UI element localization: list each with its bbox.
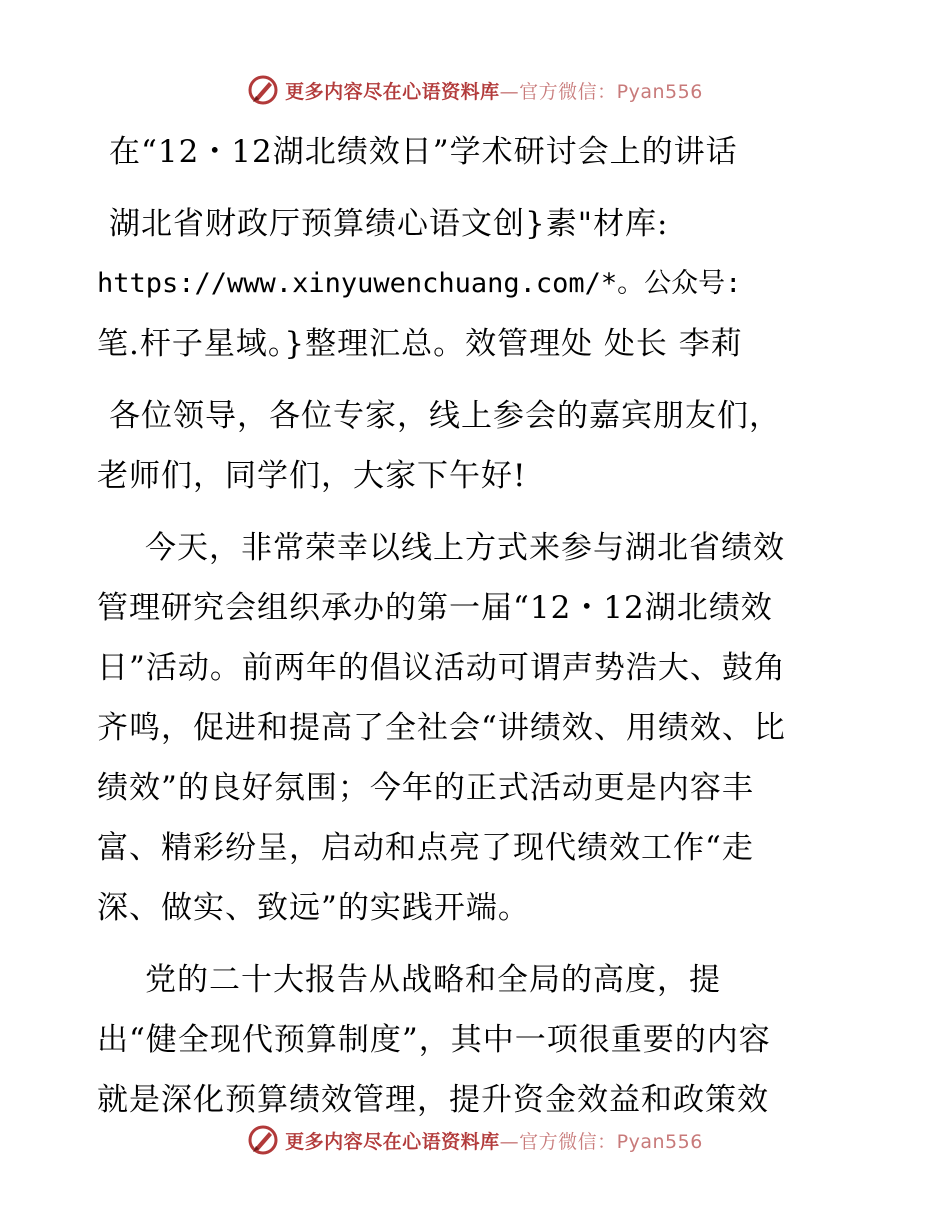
pen-logo-icon [247,1124,279,1156]
paragraph-line: 绩效”的良好氛围；今年的正式活动更是内容丰 [97,770,754,806]
paragraph-line: 深、做实、致远”的实践开端。 [97,890,530,926]
paragraph-line: 各位领导，各位专家，线上参会的嘉宾朋友们， [109,398,781,434]
paragraph-line: 就是深化预算绩效管理，提升资金效益和政策效 [97,1082,769,1118]
author-line: 湖北省财政厅预算绩心语文创}素"材库: [109,206,669,242]
paragraph-line: 日”活动。前两年的倡议活动可谓声势浩大、鼓角 [97,650,786,686]
paragraph-2 [97,950,857,1130]
paragraph-line: 党的二十大报告从战略和全局的高度，提 [145,962,721,998]
paragraph-line: 出“健全现代预算制度”，其中一项很重要的内容 [97,1022,771,1058]
greeting-paragraph [97,386,857,506]
paragraph-line: 今天，非常荣幸以线上方式来参与湖北省绩效 [145,530,785,566]
watermark-text: 更多内容尽在心语资料库—官方微信：Pyan556 [285,80,703,103]
paragraph-line: 富、精彩纷呈，启动和点亮了现代绩效工作“走 [97,830,754,866]
watermark-text: 更多内容尽在心语资料库—官方微信：Pyan556 [285,1130,703,1153]
author-line: 笔.杆子星域。}整理汇总。效管理处 处长 李莉 [97,326,743,362]
footer-watermark [0,1120,950,1160]
paragraph-line: 管理研究会组织承办的第一届“12・12湖北绩效 [97,590,773,626]
pen-logo-icon [247,74,279,106]
paragraph-1 [97,518,857,938]
document-body [97,122,857,1130]
author-block [97,194,857,374]
document-title: 在“12・12湖北绩效日”学术研讨会上的讲话 [109,134,738,170]
paragraph-line: 齐鸣，促进和提高了全社会“讲绩效、用绩效、比 [97,710,786,746]
paragraph-line: 老师们，同学们，大家下午好! [97,458,527,494]
header-watermark [0,70,950,110]
author-line-url: https://www.xinyuwenchuang.com/*。公众号: [97,268,742,299]
